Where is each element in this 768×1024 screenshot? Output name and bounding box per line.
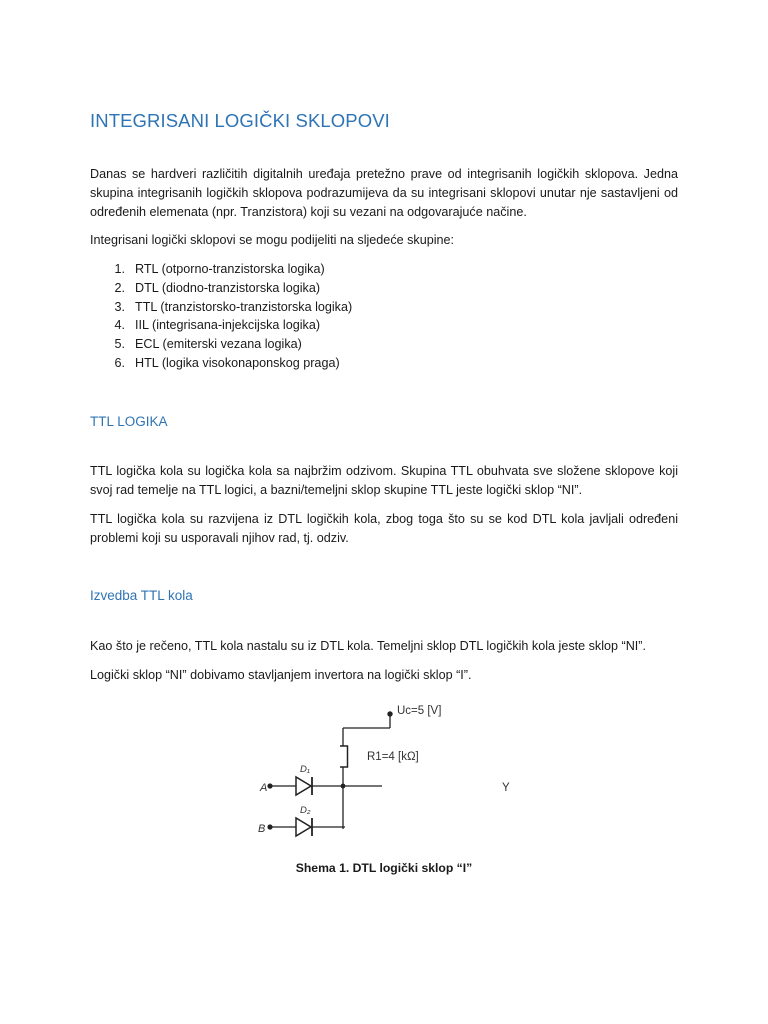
input-b-label: B [258,823,266,835]
dtl-and-circuit-diagram [340,698,540,843]
list-item: 1. RTL (otporno-tranzistorska logika) [114,262,325,276]
input-a-label: A [260,782,268,794]
ttl-paragraph-2: TTL logička kola su razvijena iz DTL logičkih kola, zbog toga što su se kod DTL kola javljali određeni problemi koji su usporavali njihov rad, tj. odziv. [90,512,678,545]
page-title: INTEGRISANI LOGIČKI SKLOPOVI [90,110,390,131]
list-item: 5. ECL (emiterski vezana logika) [114,337,302,352]
diode-inputs-diagram [250,698,350,843]
output-label: Y [502,782,510,794]
groups-list [90,260,352,373]
supply-terminal [387,711,392,716]
resistor-label: R1=4 [kΩ] [367,751,419,763]
diode2-label: D₂ [300,805,311,816]
list-item: 6. HTL (logika visokonaponskog praga) [114,355,340,370]
section-heading-ttl: TTL LOGIKA [90,414,168,429]
supply-label: Uc=5 [V] [397,705,442,717]
figure-caption: Shema 1. DTL logički sklop “I” [295,861,473,875]
ttl-paragraph-1: TTL logička kola su logička kola sa najbržim odzivom. Skupina TTL obuhvata sve složene sklopove koji svoj rad temelje na TTL logici, a bazni/temeljni sklop skupine TTL jeste logički sklop “NI”. [90,464,678,497]
diode-d2 [296,818,311,836]
diode-d1 [296,777,311,795]
izvedba-paragraph-2: Logički sklop “NI” dobivamo stavljanjem invertora na logički sklop “I”. [90,668,472,682]
izvedba-paragraph-1: Kao što je rečeno, TTL kola nastalu su iz DTL kola. Temeljni sklop DTL logičkih kola jeste sklop “NI”. [90,639,646,653]
subsection-heading-izvedba: Izvedba TTL kola [90,588,193,603]
groups-intro: Integrisani logički sklopovi se mogu podijeliti na sljedeće skupine: [90,233,455,247]
list-item: 3. TTL (tranzistorsko-tranzistorska logika) [114,299,353,314]
list-item: 2. DTL (diodno-tranzistorska logika) [114,280,321,295]
diode1-label: D₁ [300,764,310,775]
intro-paragraph: Danas se hardveri različitih digitalnih uređaja pretežno prave od integrisanih logičkih sklopova. Jedna skupina integrisanih logičkih sklopova podrazumijeva da su integrisani sklopovi unutar nje sastavljeni od određenih elemenata (npr. Tranzistora) koji su vezani na odgovarajuće načine. [90,167,678,219]
list-item: 4. IIL (integrisana-injekcijska logika) [114,318,321,333]
